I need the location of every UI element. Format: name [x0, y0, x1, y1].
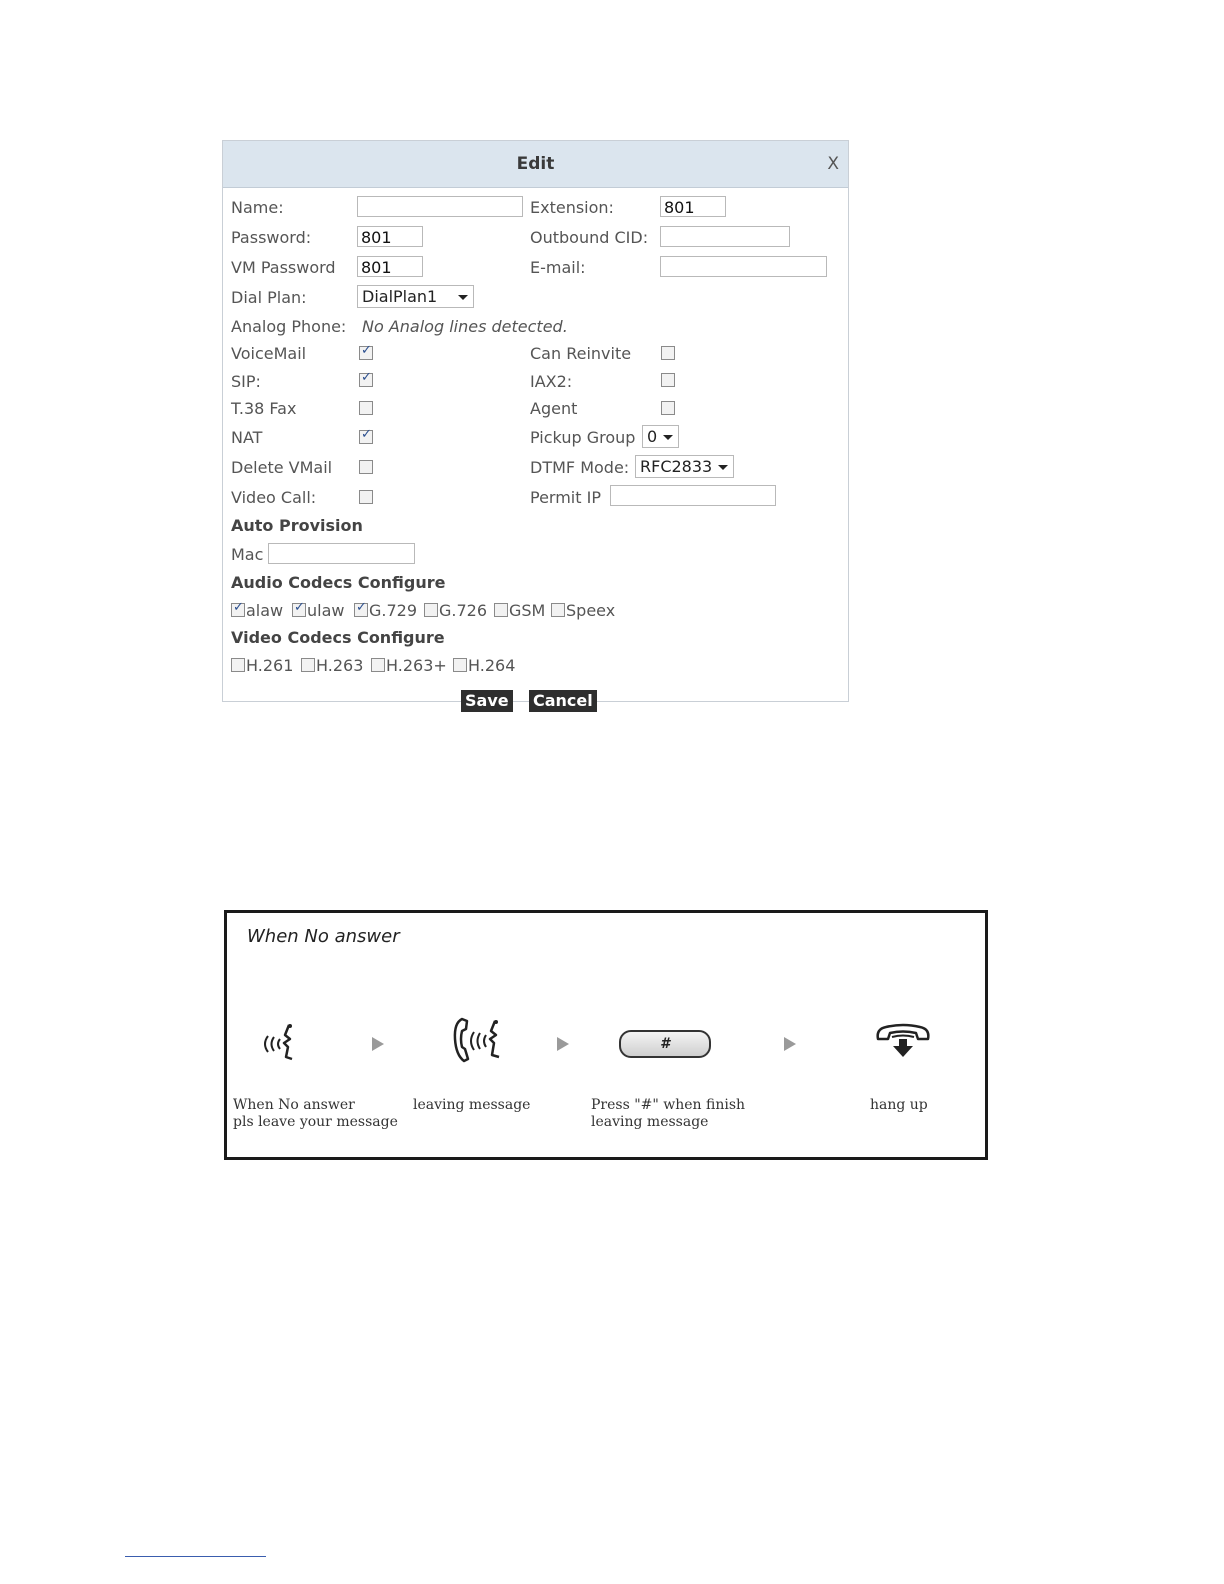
- speaking-person-icon: [261, 1021, 301, 1061]
- outbound-cid-input[interactable]: [660, 226, 790, 247]
- codec-h263[interactable]: [301, 656, 363, 675]
- email-input[interactable]: [660, 256, 827, 277]
- name-label: Name:: [231, 198, 284, 217]
- codec-checkbox[interactable]: [301, 658, 315, 672]
- dialog-header: [223, 141, 848, 188]
- permit-ip-label: Permit IP: [530, 488, 601, 507]
- save-button[interactable]: Save: [461, 690, 513, 712]
- caption-line: hang up: [870, 1097, 928, 1113]
- pickup-group-select[interactable]: [642, 425, 679, 448]
- can-reinvite-label: Can Reinvite: [530, 344, 632, 363]
- step-caption: [870, 1097, 928, 1114]
- t38-fax-label: T.38 Fax: [231, 399, 297, 418]
- close-button[interactable]: X: [827, 154, 839, 174]
- codec-label: G.729: [369, 601, 418, 620]
- codec-checkbox[interactable]: [551, 603, 565, 617]
- chevron-down-icon: [718, 465, 728, 470]
- codec-label: GSM: [509, 601, 546, 620]
- dialog-title: Edit: [516, 154, 555, 174]
- footnote-separator: [125, 1556, 266, 1557]
- hang-up-phone-icon: [874, 1021, 932, 1059]
- auto-provision-heading: Auto Provision: [231, 516, 363, 535]
- mac-input[interactable]: [268, 543, 415, 564]
- codec-alaw[interactable]: [231, 601, 283, 620]
- analog-phone-note: No Analog lines detected.: [362, 317, 568, 336]
- delete-vmail-label: Delete VMail: [231, 458, 333, 477]
- video-call-checkbox[interactable]: [359, 490, 373, 504]
- codec-label: Speex: [566, 601, 616, 620]
- flow-title: When No answer: [247, 926, 400, 947]
- delete-vmail-checkbox[interactable]: [359, 460, 373, 474]
- sip-label: SIP:: [231, 372, 261, 391]
- vm-password-label: VM Password: [231, 258, 336, 277]
- codec-label: ulaw: [307, 601, 345, 620]
- codec-label: H.264: [468, 656, 516, 675]
- codec-label: G.726: [439, 601, 488, 620]
- audio-codecs-heading: Audio Codecs Configure: [231, 573, 446, 592]
- caption-line: leaving message: [413, 1097, 531, 1113]
- agent-label: Agent: [530, 399, 578, 418]
- codec-gsm[interactable]: [494, 601, 545, 620]
- dtmf-mode-select[interactable]: [635, 455, 734, 478]
- arrow-right-icon: [557, 1037, 569, 1051]
- codec-checkbox[interactable]: [371, 658, 385, 672]
- hash-key-icon: #: [619, 1030, 711, 1058]
- iax2-checkbox[interactable]: [661, 373, 675, 387]
- dtmf-mode-label: DTMF Mode:: [530, 458, 630, 477]
- codec-g726[interactable]: [424, 601, 487, 620]
- codec-h261[interactable]: [231, 656, 293, 675]
- codec-label: H.263: [316, 656, 364, 675]
- analog-phone-label: Analog Phone:: [231, 317, 347, 336]
- password-input[interactable]: 801: [357, 226, 423, 247]
- voicemail-flow-diagram: [224, 910, 988, 1160]
- video-call-label: Video Call:: [231, 488, 317, 507]
- codec-checkbox[interactable]: [231, 658, 245, 672]
- vm-password-input[interactable]: 801: [357, 256, 423, 277]
- voicemail-checkbox[interactable]: [359, 346, 373, 360]
- can-reinvite-checkbox[interactable]: [661, 346, 675, 360]
- dtmf-mode-value: RFC2833: [640, 457, 713, 476]
- codec-checkbox[interactable]: [354, 603, 368, 617]
- codec-checkbox[interactable]: [424, 603, 438, 617]
- permit-ip-input[interactable]: [610, 485, 776, 506]
- pickup-group-label: Pickup Group: [530, 428, 636, 447]
- edit-dialog: [222, 140, 849, 710]
- phone-handset-speaking-icon: [452, 1015, 504, 1063]
- codec-h263plus[interactable]: [371, 656, 447, 675]
- codec-checkbox[interactable]: [494, 603, 508, 617]
- caption-line: leaving message: [591, 1114, 709, 1130]
- nat-label: NAT: [231, 428, 263, 447]
- step-caption: [591, 1097, 745, 1131]
- iax2-label: IAX2:: [530, 372, 573, 391]
- name-input[interactable]: [357, 196, 523, 217]
- caption-line: When No answer: [233, 1097, 355, 1113]
- extension-input[interactable]: 801: [660, 196, 726, 217]
- nat-checkbox[interactable]: [359, 430, 373, 444]
- email-label: E-mail:: [530, 258, 586, 277]
- chevron-down-icon: [663, 435, 673, 440]
- password-label: Password:: [231, 228, 312, 247]
- mac-label: Mac: [231, 545, 264, 564]
- codec-label: H.263+: [386, 656, 447, 675]
- codec-g729[interactable]: [354, 601, 417, 620]
- codec-h264[interactable]: [453, 656, 515, 675]
- outbound-cid-label: Outbound CID:: [530, 228, 649, 247]
- codec-speex[interactable]: [551, 601, 615, 620]
- caption-line: pls leave your message: [233, 1114, 398, 1130]
- codec-ulaw[interactable]: [292, 601, 344, 620]
- chevron-down-icon: [458, 295, 468, 300]
- step-caption: [233, 1097, 398, 1131]
- dial-plan-select[interactable]: [357, 285, 474, 308]
- t38-fax-checkbox[interactable]: [359, 401, 373, 415]
- dial-plan-value: DialPlan1: [362, 287, 438, 306]
- codec-checkbox[interactable]: [292, 603, 306, 617]
- arrow-right-icon: [372, 1037, 384, 1051]
- codec-label: alaw: [246, 601, 284, 620]
- step-caption: [413, 1097, 530, 1114]
- cancel-button[interactable]: Cancel: [529, 690, 597, 712]
- voicemail-label: VoiceMail: [231, 344, 307, 363]
- agent-checkbox[interactable]: [661, 401, 675, 415]
- codec-checkbox[interactable]: [453, 658, 467, 672]
- codec-checkbox[interactable]: [231, 603, 245, 617]
- caption-line: Press "#" when finish: [591, 1097, 746, 1113]
- arrow-right-icon: [784, 1037, 796, 1051]
- video-codecs-heading: Video Codecs Configure: [231, 628, 445, 647]
- pickup-group-value: 0: [647, 427, 658, 446]
- extension-label: Extension:: [530, 198, 614, 217]
- codec-label: H.261: [246, 656, 294, 675]
- sip-checkbox[interactable]: [359, 373, 373, 387]
- dial-plan-label: Dial Plan:: [231, 288, 307, 307]
